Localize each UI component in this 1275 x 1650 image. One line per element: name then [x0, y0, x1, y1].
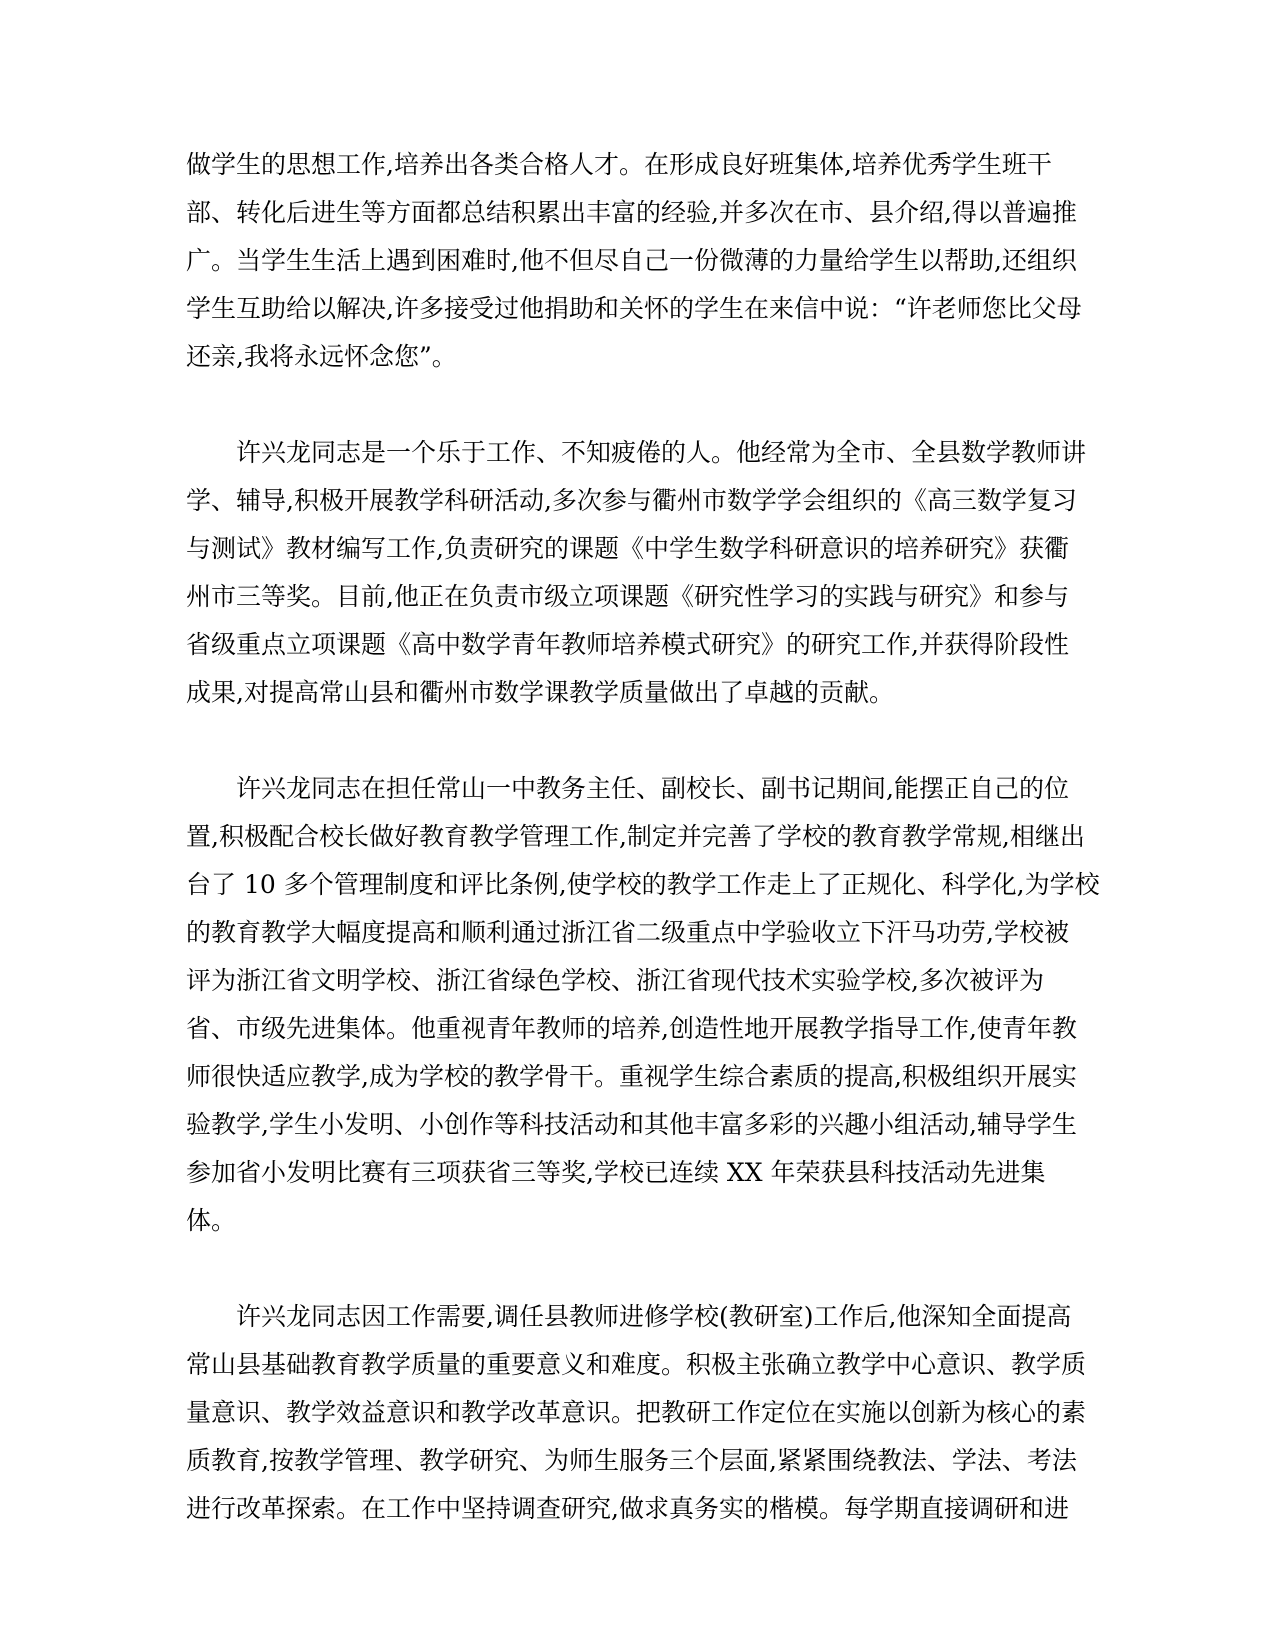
text-line: 参加省小发明比赛有三项获省三等奖,学校已连续 XX 年荣获县科技活动先进集: [186, 1158, 1046, 1187]
text-line: 许兴龙同志是一个乐于工作、不知疲倦的人。他经常为全市、全县数学教师讲: [236, 438, 1087, 467]
text-line: 做学生的思想工作,培养出各类合格人才。在形成良好班集体,培养优秀学生班干: [186, 150, 1052, 179]
text-line: 学生互助给以解决,许多接受过他捐助和关怀的学生在来信中说：“许老师您比父母: [186, 294, 1082, 323]
text-line: 体。: [186, 1206, 237, 1235]
text-line: 的教育教学大幅度提高和顺利通过浙江省二级重点中学验收立下汗马功劳,学校被: [186, 918, 1069, 947]
text-line: 学、辅导,积极开展教学科研活动,多次参与衢州市数学学会组织的《高三数学复习: [186, 486, 1077, 515]
paragraph-1: [186, 141, 1086, 381]
text-line: 省级重点立项课题《高中数学青年教师培养模式研究》的研究工作,并获得阶段性: [186, 630, 1069, 659]
paragraph-spacer: [186, 1245, 1086, 1293]
text-line: 广。当学生生活上遇到困难时,他不但尽自己一份微薄的力量给学生以帮助,还组织: [186, 246, 1077, 275]
text-line: 常山县基础教育教学质量的重要意义和难度。积极主张确立教学中心意识、教学质: [186, 1350, 1087, 1379]
text-line: 评为浙江省文明学校、浙江省绿色学校、浙江省现代技术实验学校,多次被评为: [186, 966, 1044, 995]
paragraph-3: [186, 765, 1100, 1245]
text-line: 量意识、教学效益意识和教学改革意识。把教研工作定位在实施以创新为核心的素: [186, 1398, 1087, 1427]
document-body: [186, 141, 1100, 1533]
paragraph-spacer: [186, 381, 1086, 429]
text-line: 许兴龙同志在担任常山一中教务主任、副校长、副书记期间,能摆正自己的位: [236, 774, 1069, 803]
text-line: 验教学,学生小发明、小创作等科技活动和其他丰富多彩的兴趣小组活动,辅导学生: [186, 1110, 1077, 1139]
text-line: 师很快适应教学,成为学校的教学骨干。重视学生综合素质的提高,积极组织开展实: [186, 1062, 1077, 1091]
paragraph-4: [186, 1293, 1086, 1533]
text-line: 许兴龙同志因工作需要,调任县教师进修学校(教研室)工作后,他深知全面提高: [236, 1302, 1072, 1331]
text-line: 质教育,按教学管理、教学研究、为师生服务三个层面,紧紧围绕教法、学法、考法: [186, 1446, 1077, 1475]
text-line: 台了 10 多个管理制度和评比条例,使学校的教学工作走上了正规化、科学化,为学校: [186, 870, 1100, 899]
text-line: 置,积极配合校长做好教育教学管理工作,制定并完善了学校的教育教学常规,相继出: [186, 822, 1085, 851]
text-line: 成果,对提高常山县和衢州市数学课教学质量做出了卓越的贡献。: [186, 678, 894, 707]
text-line: 省、市级先进集体。他重视青年教师的培养,创造性地开展教学指导工作,使青年教: [186, 1014, 1077, 1043]
paragraph-2: [186, 429, 1086, 717]
text-line: 还亲,我将永远怀念您”。: [186, 342, 457, 371]
text-line: 进行改革探索。在工作中坚持调查研究,做求真务实的楷模。每学期直接调研和进: [186, 1494, 1069, 1523]
text-line: 州市三等奖。目前,他正在负责市级立项课题《研究性学习的实践与研究》和参与: [186, 582, 1069, 611]
text-line: 与测试》教材编写工作,负责研究的课题《中学生数学科研意识的培养研究》获衢: [186, 534, 1069, 563]
paragraph-spacer: [186, 717, 1086, 765]
text-line: 部、转化后进生等方面都总结积累出丰富的经验,并多次在市、县介绍,得以普遍推: [186, 198, 1077, 227]
